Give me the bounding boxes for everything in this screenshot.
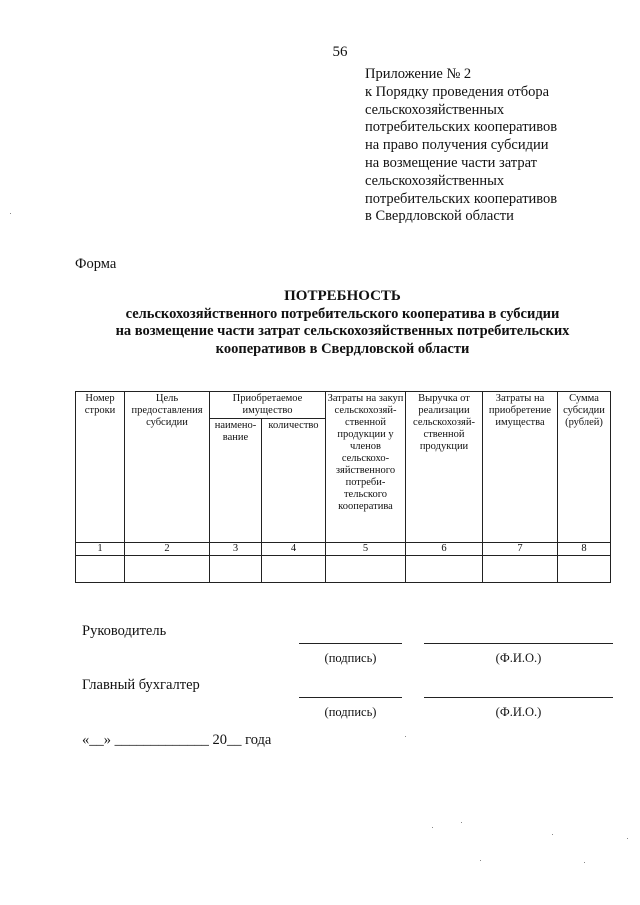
- head-signature-line[interactable]: [299, 643, 402, 644]
- table-cell[interactable]: [483, 556, 558, 583]
- table-cell[interactable]: [326, 556, 406, 583]
- title-line: кооперативов в Свердловской области: [215, 340, 470, 357]
- scan-artifact: [461, 822, 462, 823]
- scan-artifact: [10, 213, 11, 214]
- appendix-line: потребительских кооперативов: [365, 119, 558, 136]
- form-label: Форма: [75, 256, 117, 272]
- document-title: [60, 288, 625, 358]
- table-cell[interactable]: [406, 556, 483, 583]
- scan-artifact: [627, 838, 628, 839]
- table-cell[interactable]: [558, 556, 611, 583]
- table-cell[interactable]: [210, 556, 262, 583]
- head-name-line[interactable]: [424, 643, 613, 644]
- header-property-name: наимено-вание: [210, 419, 262, 543]
- table-row: [76, 556, 611, 583]
- table-cell[interactable]: [76, 556, 125, 583]
- accountant-signature-caption: (подпись): [324, 705, 377, 719]
- head-name-caption: (Ф.И.О.): [495, 651, 542, 665]
- scan-artifact: [584, 862, 585, 863]
- column-number: 8: [558, 543, 611, 556]
- accountant-name-line[interactable]: [424, 697, 613, 698]
- scan-artifact: [480, 860, 481, 861]
- header-purchase-costs: Затраты на закуп сельскохозяй-ственной продукции у членов сельскохо-зяйственного потреби-тельского кооператива: [326, 392, 406, 543]
- appendix-line: в Свердловской области: [365, 208, 514, 225]
- header-property-group: Приобретаемое имущество: [210, 392, 326, 419]
- accountant-label: Главный бухгалтер: [82, 677, 200, 693]
- title-line: сельскохозяйственного потребительского кооператива в субсидии: [125, 305, 560, 322]
- appendix-line: на право получения субсидии: [365, 137, 549, 154]
- scan-artifact: [552, 834, 553, 835]
- header-subsidy-amount: Сумма субсидии (рублей): [558, 392, 611, 543]
- appendix-line: на возмещение части затрат: [365, 154, 537, 171]
- column-number-row: [76, 543, 611, 556]
- appendix-line: потребительских кооперативов: [365, 190, 558, 207]
- appendix-line: к Порядку проведения отбора: [365, 83, 550, 100]
- header-row-number: Номер строки: [76, 392, 125, 543]
- header-property-quantity: количество: [262, 419, 326, 543]
- column-number: 6: [406, 543, 483, 556]
- column-number: 1: [76, 543, 125, 556]
- date-line: «__» _____________ 20__ года: [82, 732, 272, 748]
- table-cell[interactable]: [125, 556, 210, 583]
- accountant-name-caption: (Ф.И.О.): [495, 705, 542, 719]
- column-number: 7: [483, 543, 558, 556]
- appendix-line: Приложение № 2: [365, 66, 472, 82]
- column-number: 2: [125, 543, 210, 556]
- head-label: Руководитель: [82, 623, 167, 639]
- header-revenue: Выручка от реализации сельскохозяй-ственной продукции: [406, 392, 483, 543]
- column-number: 5: [326, 543, 406, 556]
- appendix-note: [365, 66, 625, 226]
- table-cell[interactable]: [262, 556, 326, 583]
- header-property-costs: Затраты на приобретение имущества: [483, 392, 558, 543]
- accountant-signature-line[interactable]: [299, 697, 402, 698]
- appendix-line: сельскохозяйственных: [365, 101, 505, 118]
- appendix-line: сельскохозяйственных: [365, 172, 505, 189]
- column-number: 3: [210, 543, 262, 556]
- head-signature-caption: (подпись): [324, 651, 377, 665]
- title-line-main: ПОТРЕБНОСТЬ: [284, 288, 401, 304]
- scan-artifact: [432, 827, 433, 828]
- page-number: 56: [332, 44, 348, 60]
- subsidy-need-table: [75, 391, 611, 583]
- column-number: 4: [262, 543, 326, 556]
- title-line: на возмещение части затрат сельскохозяйственных потребительских: [115, 323, 570, 339]
- scan-artifact: [405, 736, 406, 737]
- header-purpose: Цель предоставления субсидии: [125, 392, 210, 543]
